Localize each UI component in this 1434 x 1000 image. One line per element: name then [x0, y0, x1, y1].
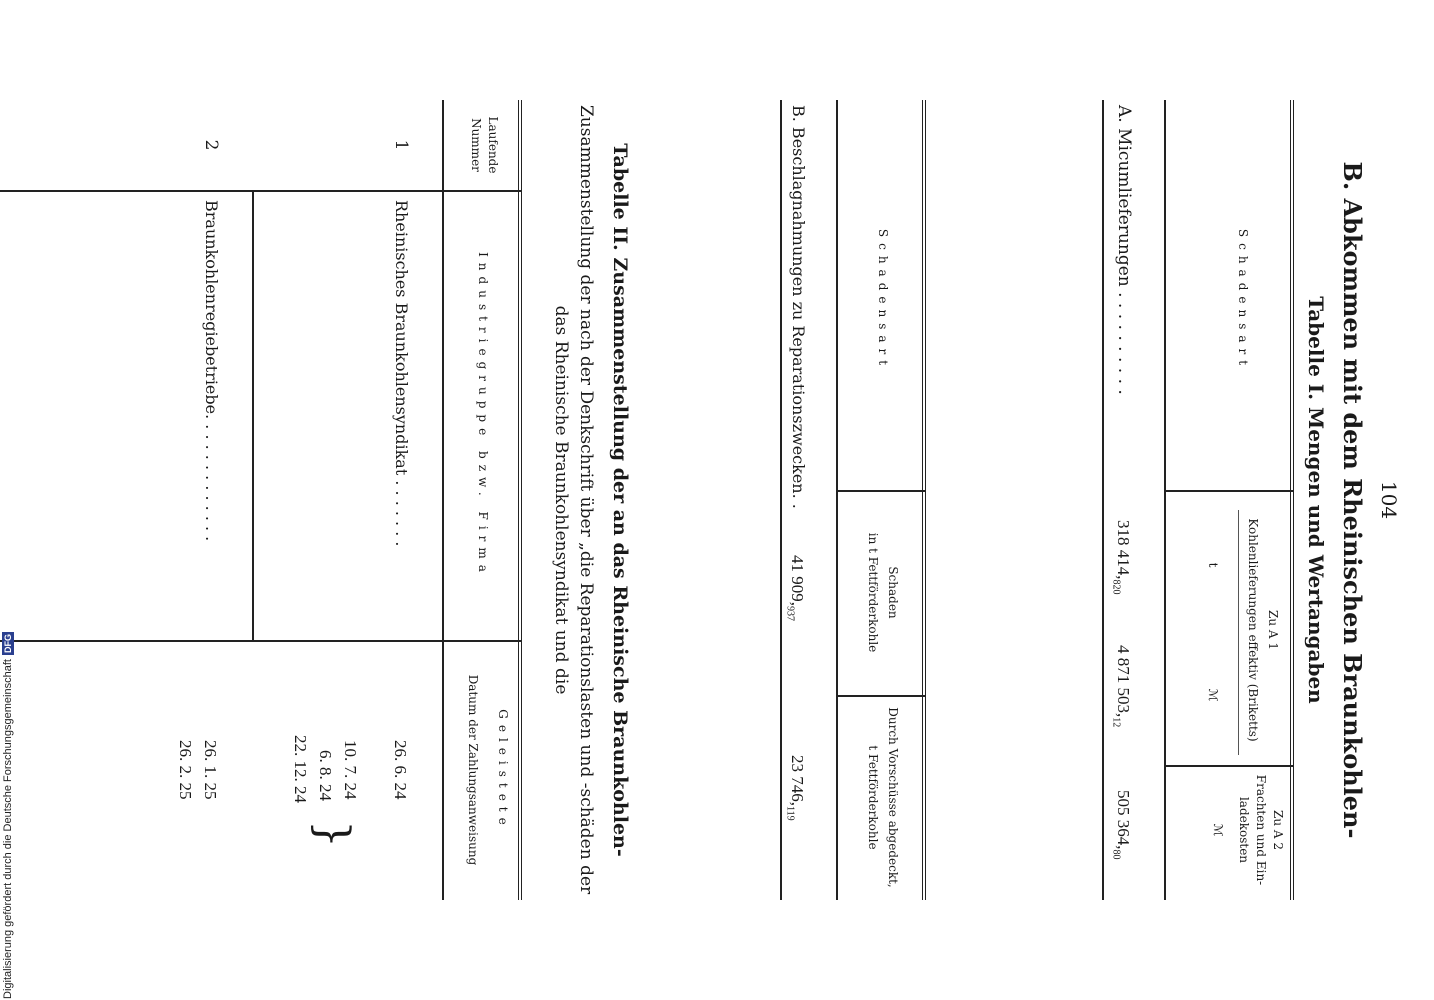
table1-zu-a1-sub: Kohlenlieferungen effektiv (Briketts): [1246, 518, 1260, 742]
table2-row1-nr: 1: [391, 139, 411, 151]
section-heading: B. Abkommen mit dem Rheinischen Braunkohlen-: [1338, 161, 1367, 839]
table1-unit-m: ℳ: [1206, 688, 1220, 702]
table1-zu-a2-sub2: ladekosten: [1237, 796, 1251, 864]
table2-sub1: Zusammenstellung der nach der Denkschrift über „die Reparationslasten und -schäden der: [576, 105, 596, 895]
table1b-col-vorsch1: Durch Vorschüsse abgedeckt,: [886, 707, 900, 888]
table2-sub2: das Rheinische Braunkohlensyndikat und die: [551, 305, 571, 695]
row-a-label: A. Micumlieferungen . . . . . . . . . .: [1114, 105, 1134, 395]
table1b-col-vorsch2: t Fettförderkohle: [866, 745, 880, 850]
table1-header-rule: [1164, 100, 1166, 900]
table2-row1-name: Rheinisches Braunkohlensyndikat . . . . . . .: [392, 200, 411, 547]
table2-col-lfd2: Nummer: [469, 118, 483, 172]
row-a-mark: 4 871 $503,_{12}$: [1110, 645, 1133, 728]
digitization-credit: [0, 605, 18, 1000]
table2-row1-date4: 22. 12. 24: [291, 735, 310, 803]
table1-unit-m-a2: ℳ: [1211, 823, 1225, 837]
table2-col-gruppe: Industriegruppe bzw. Firma: [476, 252, 490, 578]
table2-col-datum: Datum der Zahlungsanweisung: [466, 674, 480, 866]
table2-row1-date2: 10. 7. 24: [341, 740, 360, 800]
table1-zu-a2-sub1: Frachten und Ein-: [1254, 774, 1268, 886]
table2-row2-nr: 2: [201, 139, 221, 151]
table2-col-lfd1: Laufende: [486, 116, 500, 174]
table1b-col-divider-2: [836, 695, 926, 697]
table1-col-divider-2: [1164, 765, 1294, 767]
table1-unit-t: t: [1206, 562, 1220, 568]
table2-row2-date1: 26. 1. 25: [201, 740, 220, 800]
table1b-col-divider-1: [836, 490, 926, 492]
table1-top-rule: [1290, 100, 1294, 900]
table1b-top-rule: [922, 100, 926, 900]
row-a-a2: 505 $364,_{80}$: [1110, 790, 1133, 860]
table2-row1-date1: 26. 6. 24: [391, 740, 410, 800]
table1-title: Tabelle I. Mengen und Wertangaben: [1304, 296, 1328, 704]
table2-header-rule: [442, 100, 444, 900]
credit-text: Digitalisierung gefördert durch die Deutsche Forschungsgemeinschaft: [2, 659, 14, 999]
table1-col-schadensart: Schadensart: [1236, 228, 1250, 372]
dfg-logo: DFG: [3, 634, 13, 654]
page-number: 104: [1377, 480, 1401, 520]
table2-row1-date3: 6. 8. 24: [316, 750, 335, 801]
table1-a1-underline: [1238, 510, 1239, 755]
table1b-row-rule: [780, 100, 782, 900]
table2-row2-name: Braunkohlenregiebetriebe. . . . . . . . . . . . .: [202, 200, 221, 542]
table1b-header-rule: [836, 100, 838, 900]
table1b-col-schadensart: Schadensart: [876, 228, 890, 372]
table1-row-a-rule: [1102, 100, 1104, 900]
row-b-vorsch: 23 $746,_{119}$: [784, 755, 807, 821]
table1b-col-schaden2: in t Fettförderkohle: [866, 532, 880, 653]
row-b-label: B. Beschlagnahmungen zu Reparationszwecken. .: [789, 105, 808, 509]
table2-row2-date2: 26. 2. 25: [176, 740, 195, 800]
table1-zu-a2: Zu A 2: [1271, 810, 1285, 850]
row-a-tonnes: 318 $414,_{820}$: [1110, 520, 1133, 595]
table2-top-rule: [518, 100, 522, 900]
row-b-schaden: 41 $909,_{937}$: [784, 555, 807, 621]
table1-zu-a1: Zu A 1: [1266, 610, 1280, 650]
table2-row-rule: [252, 190, 254, 640]
table2-title: Tabelle II. Zusammenstellung der an das Rheinische Braunkohlen-: [609, 143, 631, 857]
date-group-brace: }: [307, 820, 358, 848]
table1b-col-schaden1: Schaden: [886, 566, 900, 619]
table1-col-divider-1: [1164, 490, 1294, 492]
table2-col-geleistete: Geleistete: [496, 709, 510, 831]
